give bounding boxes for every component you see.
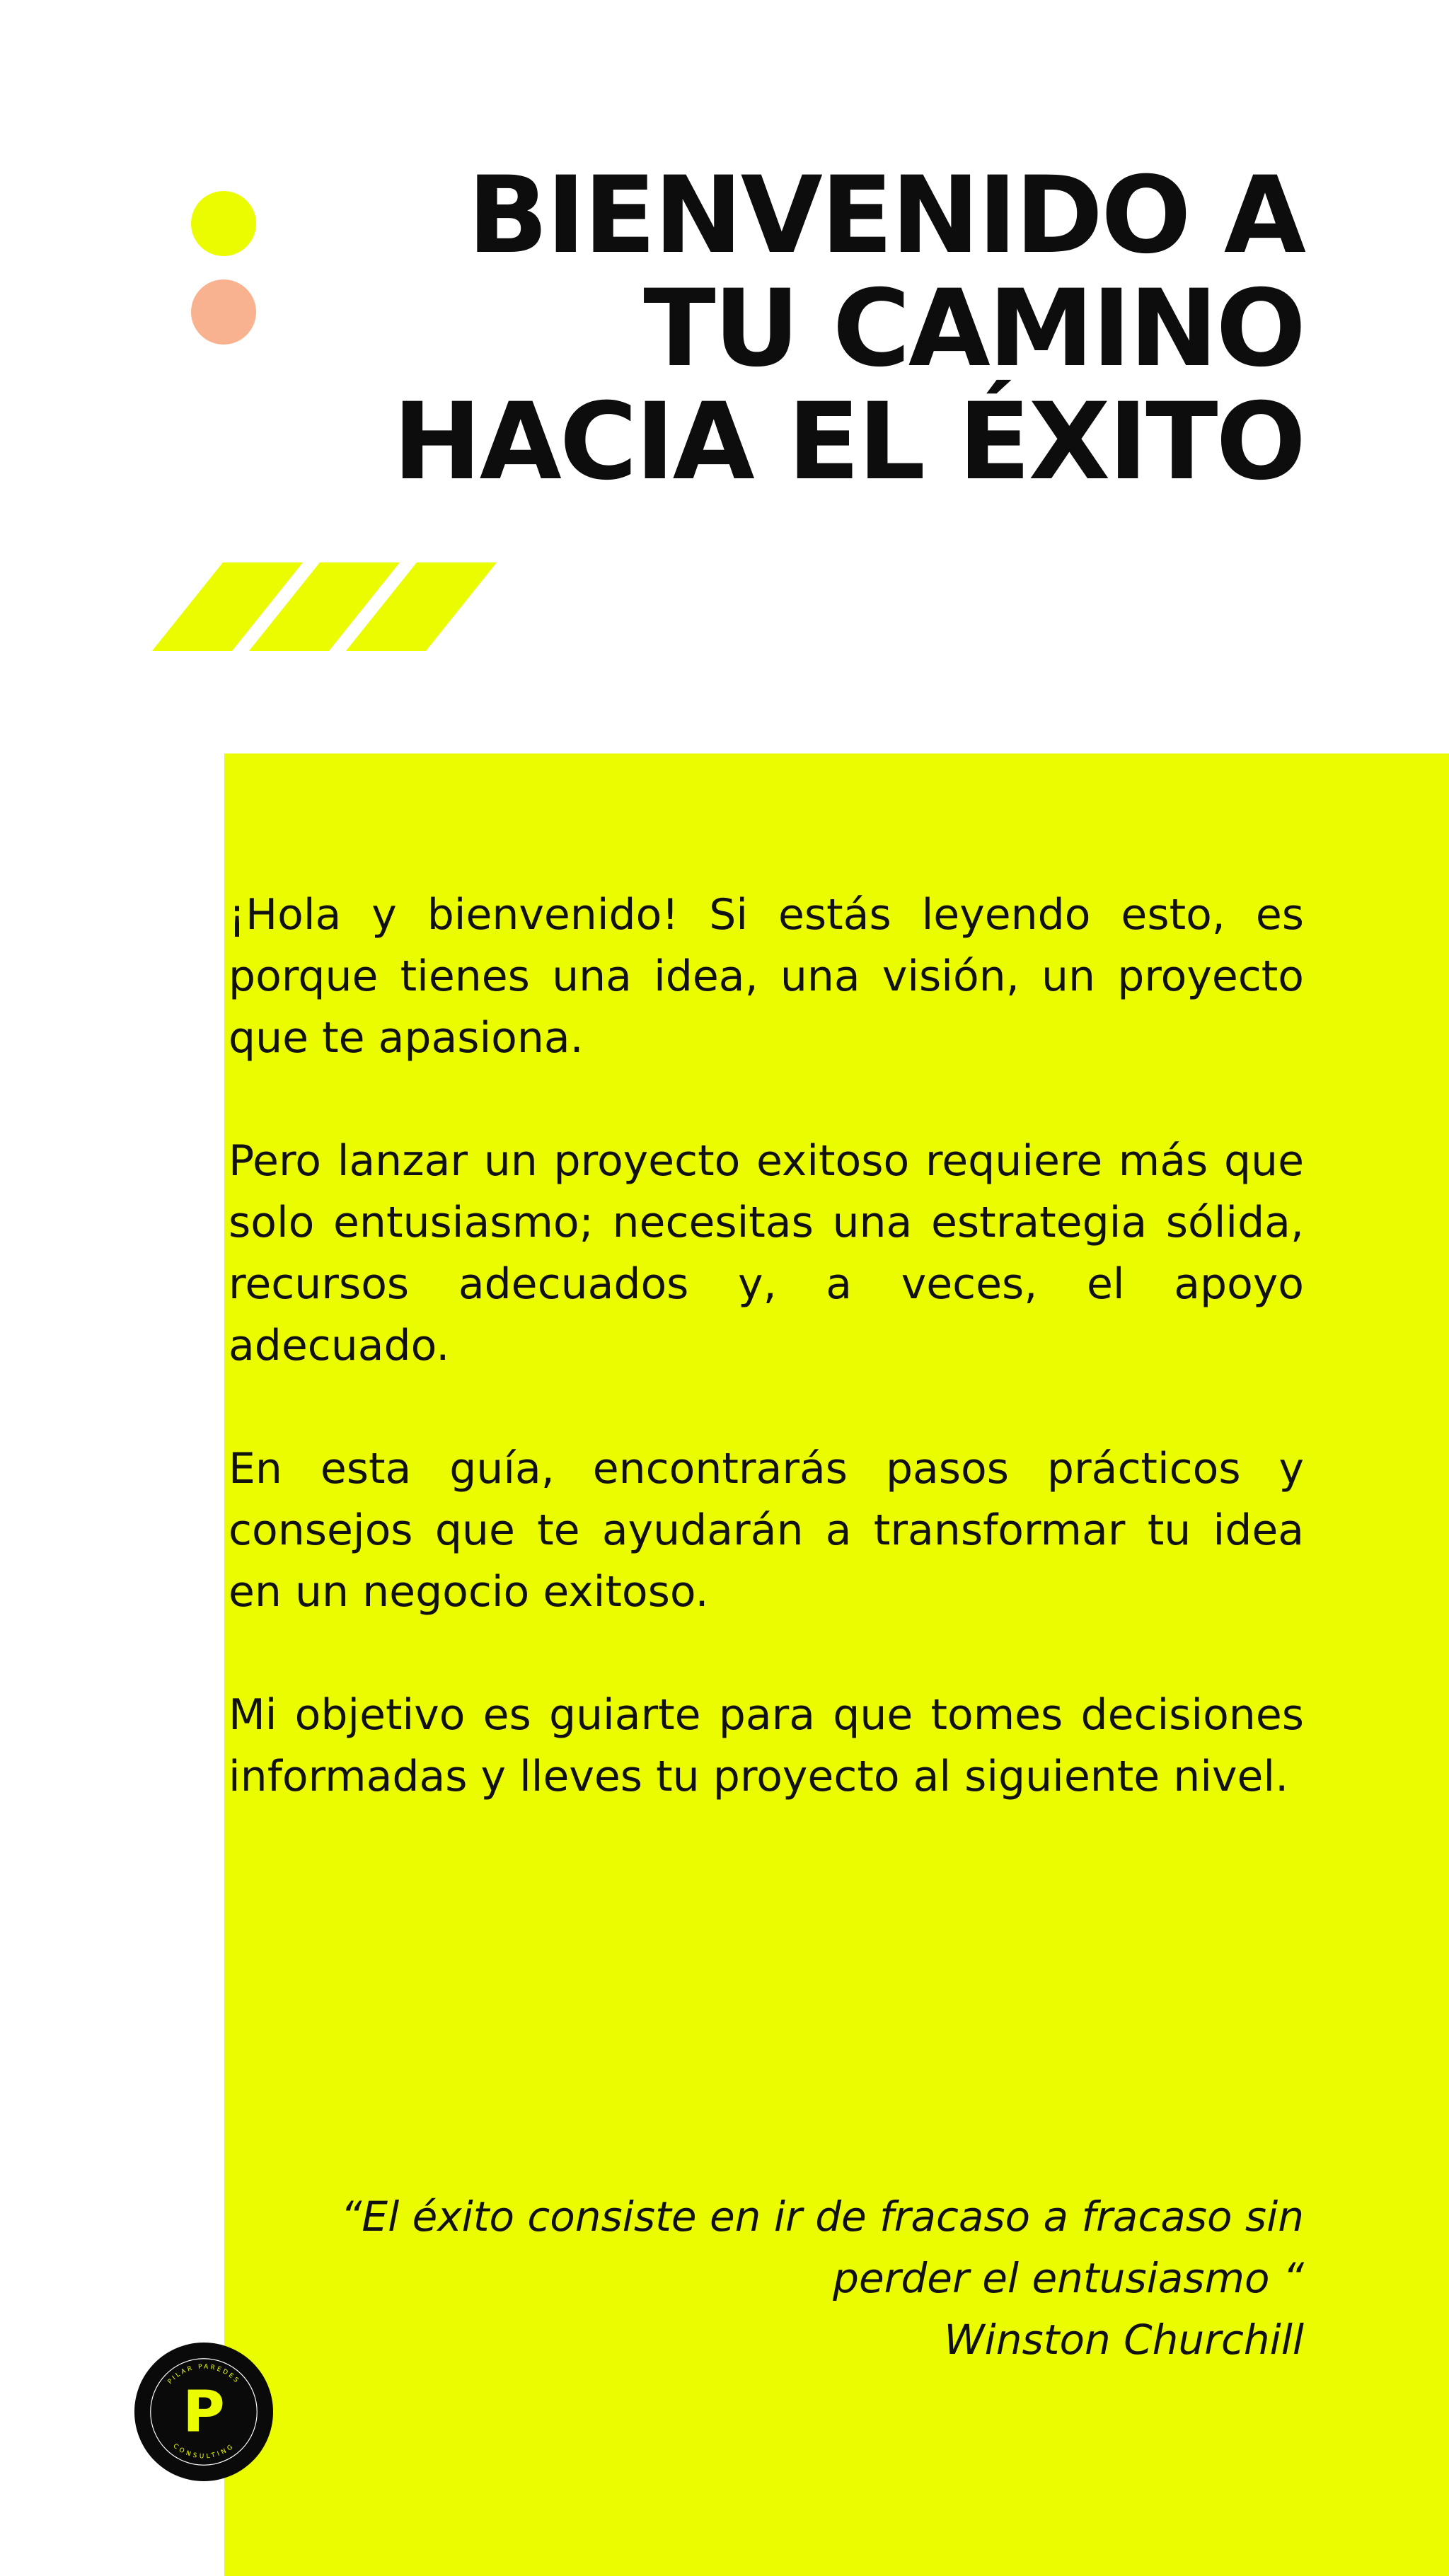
title-line-1: BIENVENIDO A	[467, 154, 1304, 277]
svg-text:P: P	[183, 2379, 225, 2446]
intro-paragraph: Mi objetivo es guiarte para que tomes decisiones informadas y lleves tu proyecto al siguiente nivel.	[229, 1690, 1304, 1801]
svg-text:CONSULTING: CONSULTING	[171, 2442, 236, 2461]
svg-text:PILAR PAREDES: PILAR PAREDES	[166, 2363, 241, 2386]
intro-paragraph: ¡Hola y bienvenido! Si estás leyendo esto, es porque tienes una idea, una visión, un proyecto que te apasiona.	[229, 890, 1304, 1063]
quote-block	[243, 2186, 1304, 2371]
intro-paragraph: En esta guía, encontrarás pasos prácticos y consejos que te ayudarán a transformar tu idea en un negocio exitoso.	[229, 1444, 1304, 1617]
page-title	[243, 154, 1304, 504]
quote-line-1: “El éxito consiste en ir de fracaso a fracaso sin	[340, 2193, 1304, 2241]
title-line-3: HACIA EL ÉXITO	[393, 381, 1304, 504]
intro-paragraph: Pero lanzar un proyecto exitoso requiere más que solo entusiasmo; necesitas una estrategia sólida, recursos adecuados y, a veces, el apoyo adecuado.	[229, 1136, 1304, 1370]
brand-logo	[134, 2342, 274, 2482]
quote-line-2: perder el entusiasmo “	[833, 2254, 1304, 2302]
title-line-2: TU CAMINO	[643, 267, 1304, 391]
diagonal-stripes-decoration	[152, 562, 506, 654]
intro-text	[229, 884, 1304, 1869]
quote-author: Winston Churchill	[944, 2316, 1304, 2364]
